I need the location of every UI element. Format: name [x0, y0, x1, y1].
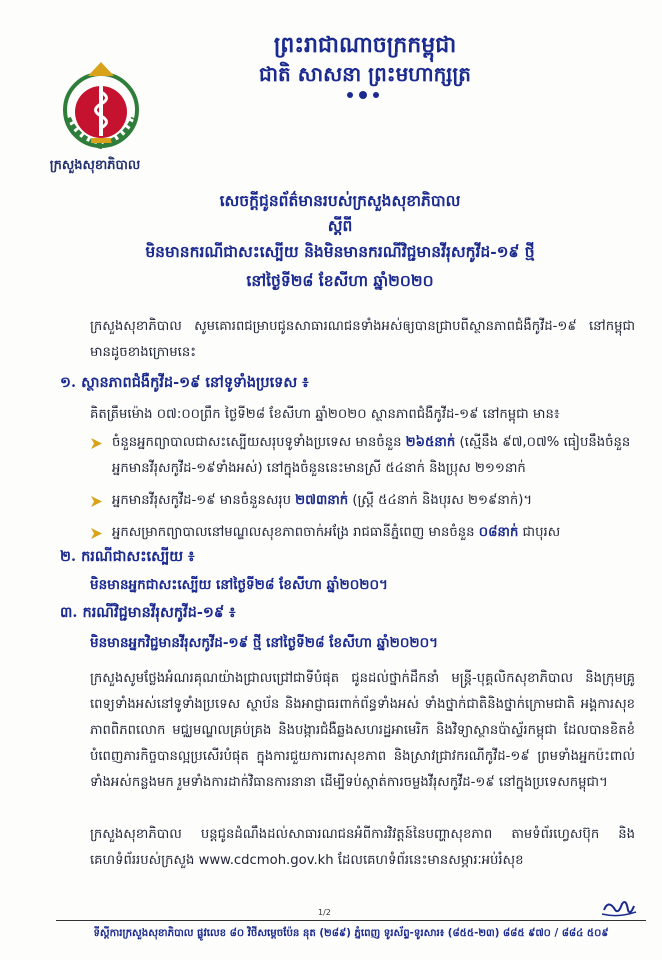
section-3-heading: ៣. ករណីវិជ្ជមានវីរុសកូវីដ-១៩ ៖: [60, 604, 236, 621]
list-item: [88, 430, 638, 482]
bullet-text-before: ចំនួនអ្នកព្យាបាលជាសះស្បើយសរុបទូទាំងប្រទេស មានចំនួន: [112, 435, 406, 450]
title-line-1: សេចក្តីជូនព័ត៌មានរបស់ក្រសួងសុខាភិបាល: [219, 191, 461, 210]
bullet-emphasis: ២៧៣នាក់: [295, 493, 349, 508]
section-1-heading: ១. ស្ថានភាពជំងឺកូវីដ-១៩ នៅទូទាំងប្រទេស ៖: [60, 374, 309, 391]
page-number: 1/2: [318, 908, 331, 917]
list-item: [88, 520, 638, 546]
section-3-body: មិនមានអ្នកវិជ្ជមានវីរុសកូវីដ-១៩ ថ្មី នៅថ្ងៃទី២៨ ខែសីហា ឆ្នាំ២០២០។: [90, 635, 439, 651]
bullet-text-before: អ្នកមានវីរុសកូវីដ-១៩ មានចំនួនសរុប: [112, 493, 296, 508]
title-date: នៅថ្ងៃទី២៨ ខែសីហា ឆ្នាំ២០២០: [246, 271, 434, 290]
gratitude-paragraph: ក្រសួងសូមថ្លែងអំណរគុណយ៉ាងជ្រាលជ្រៅជាទីបំផុត ជូនដល់ថ្នាក់ដឹកនាំ មន្រ្តី-បុគ្គលិកសុខាភិបាល និងក្រុមគ្រូពេទ្យទាំងអស់នៅទូទាំងប្រទេស ស្ថាប័ន និងអាជ្ញាធរពាក់ព័ន្ធទាំងអស់ ទាំងថ្នាក់ជាតិនិងថ្នាក់ក្រោមជាតិ អង្គការសុខភាពពិភពលោក មជ្ឈមណ្ឌលគ្រប់គ្រង និងបង្ការជំងឺឆ្លងសហរដ្ឋអាមេរិក និងវិទ្យាស្ថានប៉ាស្ទ័រកម្ពុជា ដែលបានខិតខំបំពេញភារកិច្ចបានល្អប្រសើរបំផុត ក្នុងការជួយការពារសុខភាព និងស្រាវជ្រាវករណីកូវីដ-១៩ ព្រមទាំងអ្នកប៉ះពាល់ទាំងអស់កន្លងមក រួមទាំងការដាក់វិធានការនានា ដើម្បីទប់ស្កាត់ការចម្លងវីរុសកូវីដ-១៩ នៅក្នុងប្រទេសកម្ពុជា។: [90, 671, 635, 790]
ornament-divider: [338, 88, 388, 102]
ministry-of-health-logo: [56, 58, 146, 150]
bullet-text-after: ជាបុរស: [518, 525, 561, 540]
bullet-emphasis: ០៨នាក់: [478, 525, 519, 540]
section-2-heading: ២. ករណីជាសះស្បើយ ៖: [60, 548, 195, 565]
kingdom-header: [200, 30, 530, 88]
bullet-emphasis: ២៦៥នាក់: [405, 435, 456, 450]
kingdom-title: ព្រះរាជាណាចក្រកម្ពុជា: [273, 32, 457, 58]
document-title: [60, 188, 620, 296]
arrow-bullet-icon: [90, 437, 103, 450]
contact-paragraph: [90, 822, 635, 874]
bullet-text-after: (ស្រ្តី ៥៤នាក់ និងបុរស ២១៩នាក់)។: [348, 493, 533, 508]
initials-signature: [598, 896, 638, 920]
kingdom-motto: ជាតិ សាសនា ព្រះមហាក្សត្រ: [259, 62, 471, 86]
contact-text-continued: ដែលគេហទំព័រនេះមានសម្ភារៈអប់រំសុខ: [333, 853, 524, 868]
footer-divider: [56, 920, 646, 921]
footer-address: ទីស្តីការក្រសួងសុខាភិបាល ផ្លូវលេខ ៨០ វិថីសម្តេចប៉ែន នុត (២៨៩) ភ្នំពេញ ទូរស័ព្ទ-ទូរសារ៖ (៨៥៥-២៣) ៨៨៥ ៩៧០ / ៨៨៤ ៥០៩: [93, 928, 609, 939]
arrow-bullet-icon: [90, 527, 103, 540]
contact-text: ក្រសួងសុខាភិបាល បន្តជូនដំណឹងដល់សាធារណជនអំពីការវិវត្តន៍នៃបញ្ហាសុខភាព តាមទំព័រហ្វេសប៊ុក និងគេហទំព័ររបស់ក្រសួង: [90, 827, 635, 868]
title-line-3: មិនមានករណីជាសះស្បើយ និងមិនមានករណីវិជ្ជមានវីរុសកូវីដ-១៩ ថ្មី: [145, 242, 535, 261]
bullet-text-after: (ស្មើនឹង ៩៧,០៧% ធៀបនឹងចំនួនអ្នកមានវីរុសកូវីដ-១៩ទាំងអស់) នៅក្នុងចំនួននេះមានស្រី ៥៤នាក់ និងប្រុស ២១១នាក់: [112, 435, 631, 476]
bullet-text-before: អ្នកសម្រាកព្យាបាលនៅមណ្ឌលសុខភាពចាក់អង្រែ រាជធានីភ្នំពេញ មានចំនួន: [112, 525, 479, 540]
list-item: [88, 488, 638, 514]
ministry-name: ក្រសួងសុខាភិបាល: [49, 158, 141, 173]
as-of-statement: គិតត្រឹមម៉ោង ០៧:០០ព្រឹក ថ្ងៃទី២៨ ខែសីហា ឆ្នាំ២០២០ ស្ថានភាពជំងឺកូវីដ-១៩ នៅកម្ពុជា មាន៖: [90, 407, 560, 422]
section-2-body: មិនមានអ្នកជាសះស្បើយ នៅថ្ងៃទី២៨ ខែសីហា ឆ្នាំ២០២០។: [90, 577, 388, 593]
title-line-2: ស្តីពី: [327, 216, 353, 235]
website-link[interactable]: www.cdcmoh.gov.kh: [198, 853, 334, 868]
arrow-bullet-icon: [90, 495, 103, 508]
status-bullet-list: [88, 430, 638, 552]
intro-paragraph: ក្រសួងសុខាភិបាល សូមគោរពជម្រាបជូនសាធារណជនទាំងអស់ឲ្យបានជ្រាបពីស្ថានភាពជំងឺកូវីដ-១៩ នៅកម្ពុជា មានដូចខាងក្រោមនេះ: [90, 319, 635, 360]
